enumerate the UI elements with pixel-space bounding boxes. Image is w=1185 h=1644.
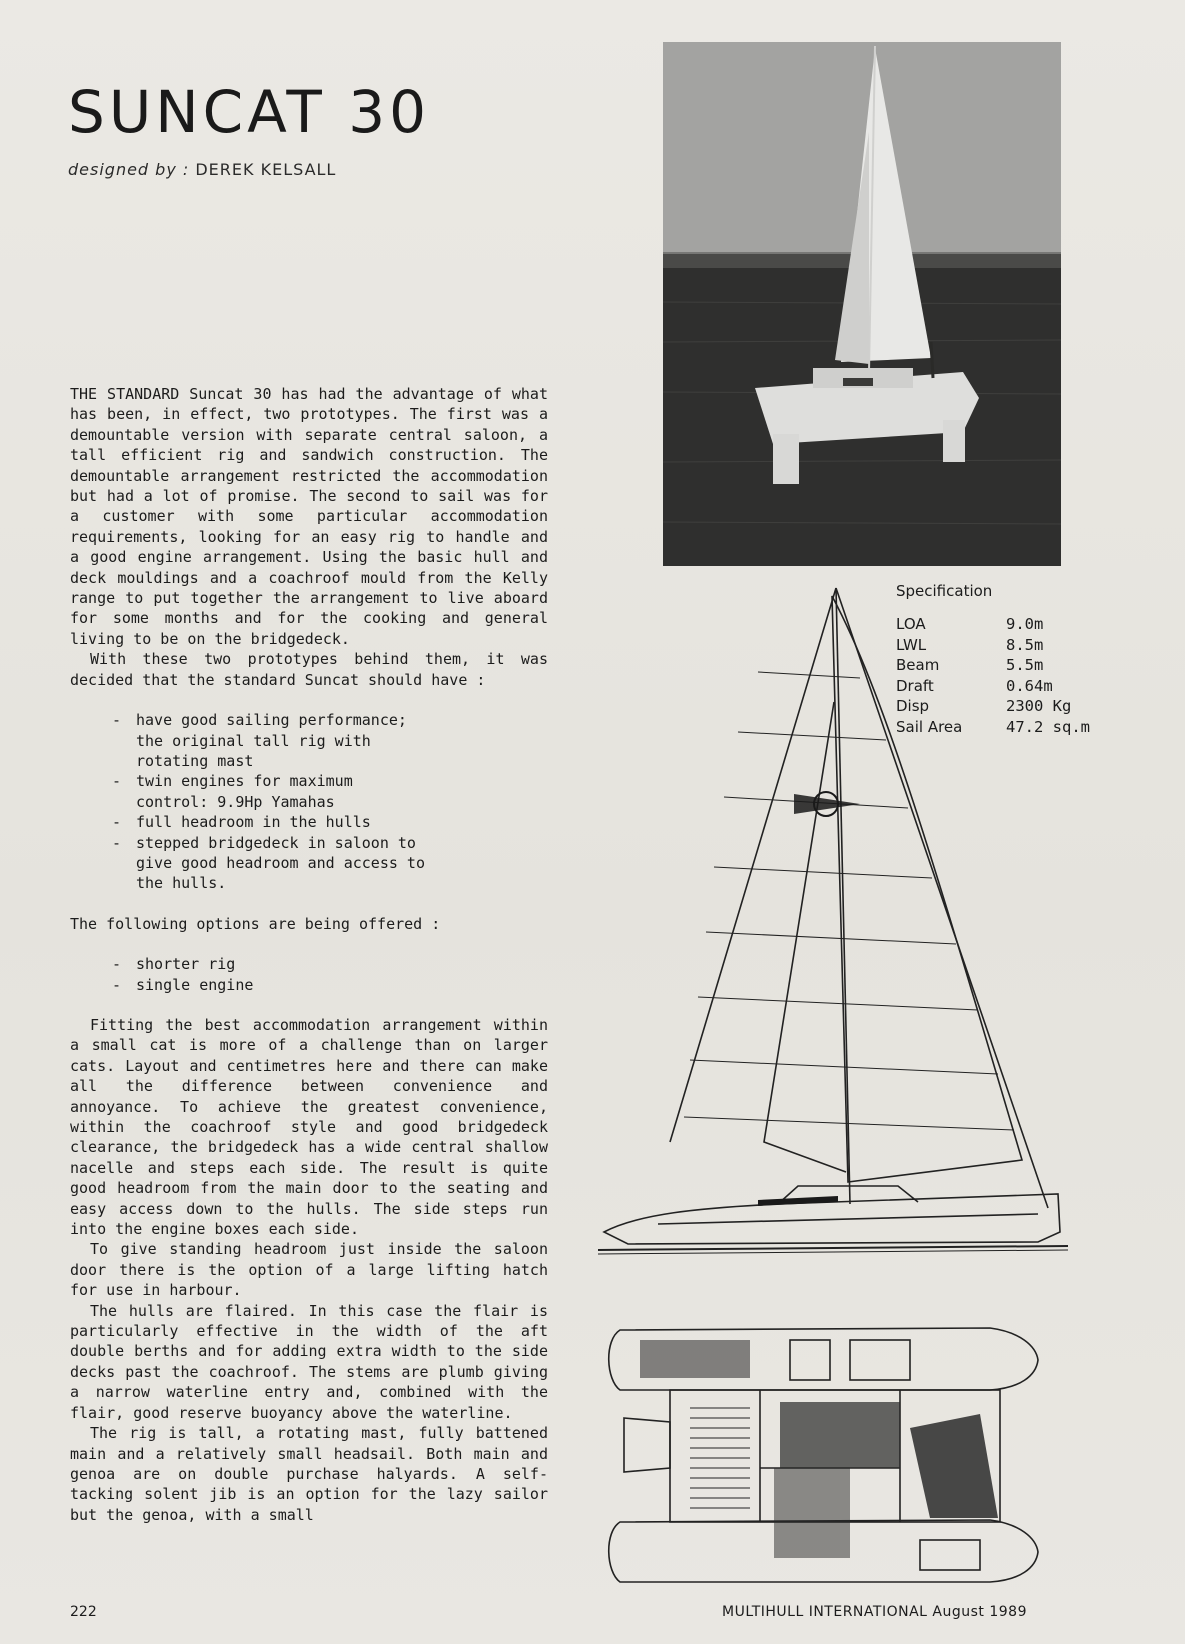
footer-publication-line [722,1604,1027,1620]
article-paragraph: The rig is tall, a rotating mast, fully battened main and a relatively small headsail. Both main and genoa are on double purchase halyards. A self-tacking solent jib is an option for the lazy sailor but the genoa, with a small [70,1424,548,1524]
sailing-catamaran-photo-icon [663,42,1061,566]
spec-value: 47.2 sq.m [1006,717,1090,736]
list-item: - full headroom in the hulls [132,812,432,832]
list-item: - stepped bridgedeck in saloon to give good headroom and access to the hulls. [132,833,432,894]
spec-value: 0.64m [1006,676,1053,695]
list-item: - shorter rig [132,954,548,974]
spec-value: 8.5m [1006,635,1044,654]
issue-month: August [932,1604,985,1620]
sail-plan-icon [598,582,1068,1292]
standard-features-list [132,710,432,894]
sail-plan-drawing [598,582,1068,1296]
spec-label: LOA [896,615,926,633]
spec-value: 5.5m [1006,656,1044,674]
spacer [70,894,548,914]
publication-name: MULTIHULL INTERNATIONAL [722,1604,928,1620]
article-paragraph: To give standing headroom just inside the saloon door there is the option of a large lifting hatch for use in harbour. [70,1240,548,1300]
article-body [70,384,548,1525]
spec-value: 9.0m [1006,615,1044,633]
spacer [70,934,548,954]
article-paragraph: With these two prototypes behind them, it was decided that the standard Suncat should have : [70,650,548,689]
article-paragraph: The hulls are flaired. In this case the flair is particularly effective in the width of the aft double berths and for adding extra width to the side decks past the coachroof. The stems are plumb giving a narrow waterline entry and, combined with the flair, good reserve buoyancy above the waterline. [70,1301,548,1422]
options-intro: The following options are being offered : [70,914,441,933]
spec-label: Disp [896,697,930,715]
issue-year: 1989 [989,1604,1027,1620]
byline [68,160,336,179]
spacer [70,995,548,1015]
deck-plan-icon [600,1318,1040,1590]
accommodation-plan [600,1318,1040,1594]
options-list [132,954,548,995]
boat-photo [663,42,1061,566]
article-title: SUNCAT 30 [68,78,430,146]
spec-value: 2300 Kg [1006,697,1072,715]
designer-name: DEREK KELSALL [195,160,337,179]
list-item: - have good sailing performance; the original tall rig with rotating mast [132,710,432,771]
spec-label: Draft [896,676,934,695]
spec-label: LWL [896,635,927,654]
byline-prefix: designed by : [68,160,190,179]
spacer [70,690,548,710]
page-number: 222 [70,1604,97,1620]
article-paragraph: Fitting the best accommodation arrangement within a small cat is more of a challenge than on larger cats. Layout and centimetres here and there can make all the difference between convenience and annoyance. To achieve the greatest convenience, within the coachroof style and good bridgedeck clearance, the bridgedeck has a wide central shallow nacelle and steps each side. The result is quite good headroom from the main door to the seating and easy access down to the hulls. The side steps run into the engine boxes each side. [70,1015,548,1239]
list-item: - twin engines for maximum control: 9.9Hp Yamahas [132,771,432,812]
spec-heading: Specification [896,582,993,600]
list-item: - single engine [132,975,548,995]
spec-label: Sail Area [896,717,963,736]
spec-label: Beam [896,656,940,674]
article-paragraph: THE STANDARD Suncat 30 has had the advantage of what has been, in effect, two prototypes. The first was a demountable version with separate central saloon, a tall efficient rig and sandwich construction. The demountable arrangement restricted the accommodation but had a lot of promise. The second to sail was for a customer with some particular accommodation requirements, looking for an easy rig to handle and a good engine arrangement. Using the basic hull and deck mouldings and a coachroof mould from the Kelly range to put together the arrangement to live aboard for some months and for the cooking and general living to be on the bridgedeck. [70,385,548,648]
